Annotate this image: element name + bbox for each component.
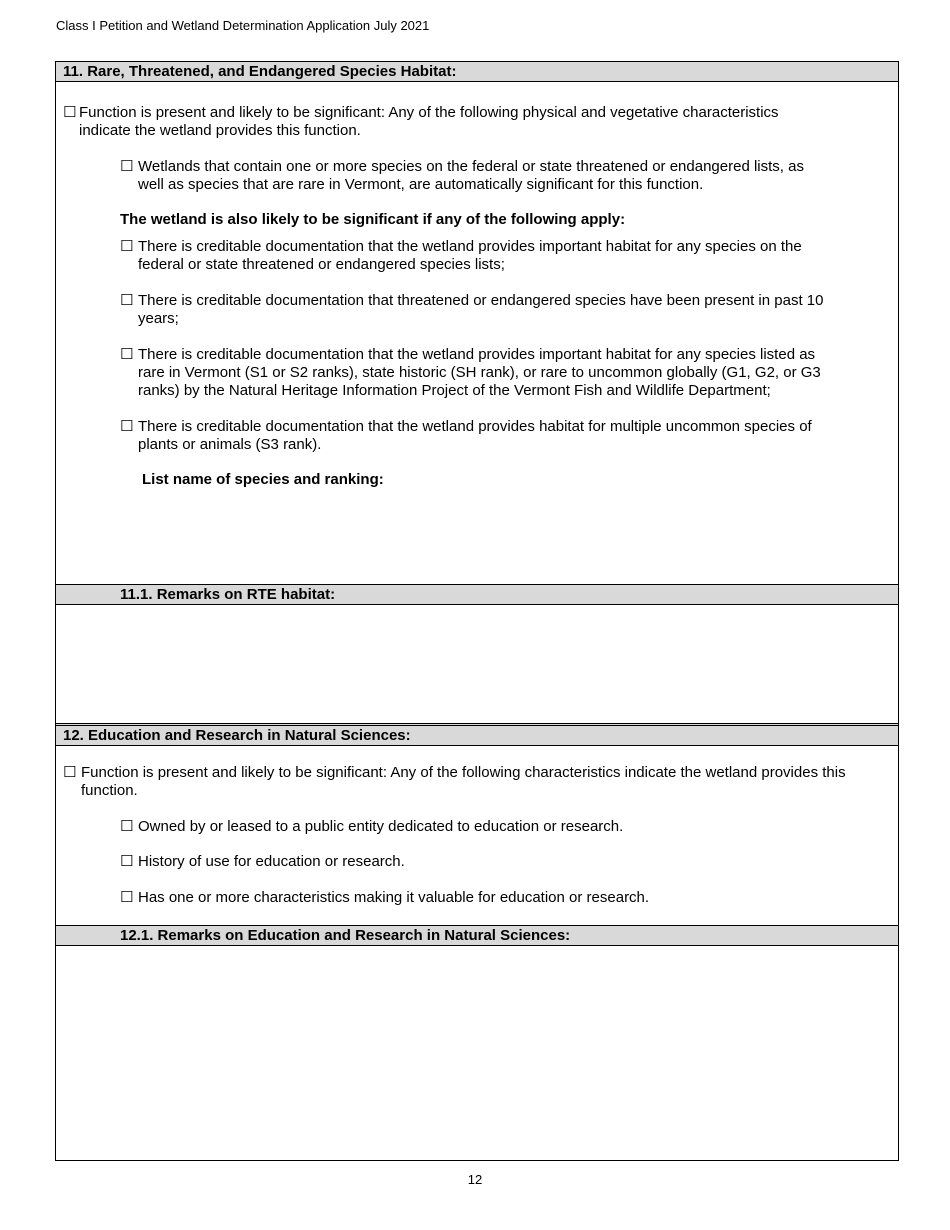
s12-item-3-text: Has one or more characteristics making it valuable for education or research. bbox=[138, 889, 650, 906]
s11-item-4-text: There is creditable documentation that the wetland provides habitat for multiple uncommon species of plants or animals (S3 rank). bbox=[138, 418, 812, 453]
section-12-heading: 12. Education and Research in Natural Sciences: bbox=[63, 727, 411, 744]
section-12-1-heading-bar bbox=[56, 925, 898, 946]
s11-function-item bbox=[63, 104, 833, 140]
s11-item-2 bbox=[120, 292, 835, 328]
s12-item-2-text: History of use for education or research. bbox=[138, 853, 405, 870]
s11-auto-item bbox=[120, 158, 820, 194]
s11-item-3 bbox=[120, 346, 845, 400]
section-11-1-heading-bar bbox=[56, 584, 898, 605]
s11-species-list-label: List name of species and ranking: bbox=[142, 471, 384, 488]
s12-function-text: Function is present and likely to be significant: Any of the following characteristics indicate the wetland provides this function. bbox=[81, 764, 846, 799]
s12-function-checkbox[interactable]: ☐ bbox=[63, 764, 77, 781]
document-header: Class I Petition and Wetland Determination Application July 2021 bbox=[56, 18, 430, 33]
rte-remarks-field[interactable] bbox=[56, 605, 898, 723]
s11-item-2-text: There is creditable documentation that threatened or endangered species have been present in past 10 years; bbox=[138, 292, 824, 327]
s11-function-checkbox[interactable]: ☐ bbox=[63, 104, 77, 121]
s11-also-heading: The wetland is also likely to be significant if any of the following apply: bbox=[120, 211, 626, 228]
section-11-1-heading: 11.1. Remarks on RTE habitat: bbox=[120, 586, 336, 603]
s12-item-1 bbox=[120, 818, 835, 836]
s11-item-4 bbox=[120, 418, 835, 454]
section-12-1-heading: 12.1. Remarks on Education and Research in Natural Sciences: bbox=[120, 927, 571, 944]
s11-item-3-checkbox[interactable]: ☐ bbox=[120, 346, 134, 363]
section-11-heading: 11. Rare, Threatened, and Endangered Species Habitat: bbox=[63, 63, 457, 80]
s12-item-1-text: Owned by or leased to a public entity dedicated to education or research. bbox=[138, 818, 624, 835]
s12-item-1-checkbox[interactable]: ☐ bbox=[120, 818, 134, 835]
s11-item-4-checkbox[interactable]: ☐ bbox=[120, 418, 134, 435]
s11-item-1-checkbox[interactable]: ☐ bbox=[120, 238, 134, 255]
page-number: 12 bbox=[467, 1172, 483, 1187]
form-frame bbox=[55, 61, 899, 1161]
species-list-field[interactable] bbox=[142, 492, 882, 582]
s11-auto-checkbox[interactable]: ☐ bbox=[120, 158, 134, 175]
s12-item-2 bbox=[120, 853, 835, 871]
s12-item-2-checkbox[interactable]: ☐ bbox=[120, 853, 134, 870]
education-remarks-field[interactable] bbox=[56, 946, 898, 1160]
s11-function-text: Function is present and likely to be significant: Any of the following physical and vegetative characteristics indicate the wetland provides this function. bbox=[79, 104, 779, 139]
s11-item-2-checkbox[interactable]: ☐ bbox=[120, 292, 134, 309]
s11-item-1-text: There is creditable documentation that the wetland provides important habitat for any species on the federal or state threatened or endangered species lists; bbox=[138, 238, 802, 273]
section-11-heading-bar bbox=[56, 61, 898, 82]
s11-item-1 bbox=[120, 238, 835, 274]
s12-function-item bbox=[63, 764, 863, 800]
s11-auto-text: Wetlands that contain one or more species on the federal or state threatened or endangered lists, as well as species that are rare in Vermont, are automatically significant for this function. bbox=[138, 158, 804, 193]
section-12-heading-bar bbox=[56, 723, 898, 746]
s12-item-3-checkbox[interactable]: ☐ bbox=[120, 889, 134, 906]
s12-item-3 bbox=[120, 889, 835, 907]
s11-item-3-text: There is creditable documentation that the wetland provides important habitat for any species listed as rare in Vermont (S1 or S2 ranks), state historic (SH rank), or rare to uncommon globally (G1, G2, or G3 ranks) by the Natural Heritage Information Project of the Vermont Fish and Wildlife Department; bbox=[138, 346, 821, 399]
